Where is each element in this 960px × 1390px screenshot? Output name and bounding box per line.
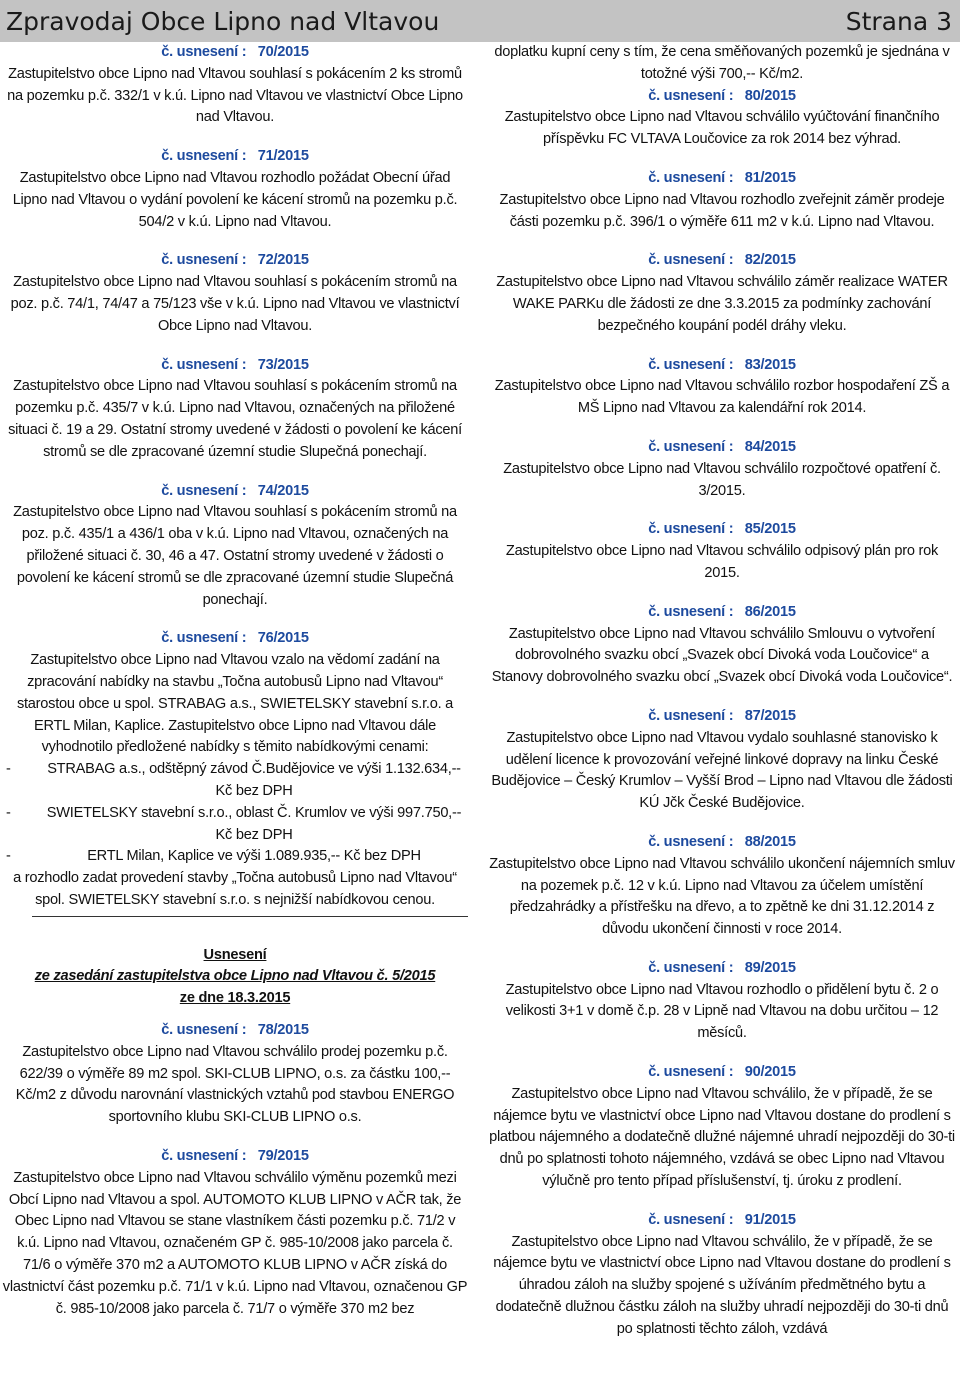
resolution-title: č. usnesení : 80/2015 xyxy=(648,87,796,104)
right-column xyxy=(488,42,956,1390)
resolution-title: č. usnesení : 72/2015 xyxy=(161,252,309,269)
resolution-title: č. usnesení : 73/2015 xyxy=(161,356,309,373)
resolution-conclusion: a rozhodlo zadat provedení stavby „Točna autobusů Lipno nad Vltavou“ spol. SWIETELSKY stavební s.r.o. s nejnižší nabídkovou cenou. xyxy=(13,870,457,908)
resolution-text: Zastupitelstvo obce Lipno nad Vltavou schválilo rozbor hospodaření ZŠ a MŠ Lipno nad Vltavou za kalendářní rok 2014. xyxy=(494,378,950,417)
bid-dash: - xyxy=(6,804,11,821)
resolution-text: Zastupitelstvo obce Lipno nad Vltavou souhlasí s pokácením stromů na poz. p.č. 74/1, 74/47 a 75/123 vše v k.ú. Lipno nad Vltavou ve vlastnictví Obce Lipno nad Vltavou. xyxy=(10,274,460,334)
meeting-heading-subtitle: ze zasedání zastupitelstva obce Lipno nad Vltavou č. 5/2015 xyxy=(34,968,436,985)
resolution-title: č. usnesení : 82/2015 xyxy=(648,252,796,269)
resolution-84 xyxy=(488,437,956,502)
bid-text: ERTL Milan, Kaplice ve výši 1.089.935,-- Kč bez DPH xyxy=(87,848,421,865)
resolution-title: č. usnesení : 88/2015 xyxy=(648,833,796,850)
resolution-82 xyxy=(488,250,956,337)
resolution-87 xyxy=(488,706,956,815)
resolution-title: č. usnesení : 85/2015 xyxy=(648,521,796,538)
resolution-title: č. usnesení : 91/2015 xyxy=(648,1211,796,1228)
resolution-title: č. usnesení : 86/2015 xyxy=(648,603,796,620)
resolution-text: Zastupitelstvo obce Lipno nad Vltavou rozhodlo zveřejnit záměr prodeje části pozemku p.č. 396/1 o výměře 611 m2 v k.ú. Lipno nad Vltavou. xyxy=(499,191,945,230)
resolution-80 xyxy=(488,86,956,151)
resolution-title: č. usnesení : 78/2015 xyxy=(161,1022,309,1039)
newsletter-title: Zpravodaj Obce Lipno nad Vltavou xyxy=(6,6,440,36)
resolution-81 xyxy=(488,168,956,233)
bid-dash: - xyxy=(6,848,11,865)
resolution-text: Zastupitelstvo obce Lipno nad Vltavou schválilo vyúčtování finančního příspěvku FC VLTAVA Loučovice za rok 2014 bez výhrad. xyxy=(504,109,940,148)
resolution-title: č. usnesení : 90/2015 xyxy=(648,1064,796,1081)
bid-text: STRABAG a.s., odštěpný závod Č.Budějovice ve výši 1.132.634,-- Kč bez DPH xyxy=(47,761,461,799)
resolution-76 xyxy=(2,628,468,911)
resolution-title: č. usnesení : 70/2015 xyxy=(161,44,309,60)
bid-item xyxy=(2,803,468,847)
newsletter-header xyxy=(0,0,960,42)
page-number: Strana 3 xyxy=(845,6,952,36)
resolution-91 xyxy=(488,1210,956,1341)
resolution-text: Zastupitelstvo obce Lipno nad Vltavou schválilo ukončení nájemních smluv na pozemek p.č. 12 v k.ú. Lipno nad Vltavou za účelem umístění předzahrádky a přístřešku na dřevo, a to zpětně ke dni 31.12.2014 z důvodu ukončení činnosti v roce 2014. xyxy=(489,855,955,938)
resolution-text: Zastupitelstvo obce Lipno nad Vltavou souhlasí s pokácením stromů na poz. p.č. 435/1 a 436/1 oba v k.ú. Lipno nad Vltavou, označených na přiložené situaci č. 30, 46 a 47. Ostatní stromy uvedené v žádosti o povolení ke kácení stromů se dle zpracované územní studie Slupečná ponechají. xyxy=(13,504,457,608)
meeting-heading xyxy=(2,945,468,1010)
resolution-text: Zastupitelstvo obce Lipno nad Vltavou rozhodlo požádat Obecní úřad Lipno nad Vltavou o vydání povolení ke kácení stromů na pozemku p.č. 504/2 v k.ú. Lipno nad Vltavou. xyxy=(12,169,458,230)
resolution-title: č. usnesení : 76/2015 xyxy=(161,630,309,647)
resolution-text: Zastupitelstvo obce Lipno nad Vltavou schválilo prodej pozemku p.č. 622/39 o výměře 89 m2 spol. SKI-CLUB LIPNO, o.s. za částku 100,-- Kč/m2 z důvodu narovnání vlastnických vztahů pod stavbou ENERGO sportovního klubu SKI-CLUB LIPNO o.s. xyxy=(15,1043,455,1126)
resolution-title: č. usnesení : 89/2015 xyxy=(648,959,796,976)
resolution-title: č. usnesení : 84/2015 xyxy=(648,438,796,455)
resolution-78 xyxy=(2,1020,468,1129)
resolution-text: Zastupitelstvo obce Lipno nad Vltavou schválilo Smlouvu o vytvoření dobrovolného svazku obcí „Svazek obcí Divoká voda Loučovice“ a Stanovy dobrovolného svazku obcí „Svazek obcí Divoká voda Loučovice“. xyxy=(491,625,953,686)
resolution-text: Zastupitelstvo obce Lipno nad Vltavou vydalo souhlasné stanovisko k udělení licence k provozování veřejné linkové dopravy na linku České Budějovice – Český Krumlov – Vyšší Brod – Lipno nad Vltavou dle žádosti KÚ Jčk České Budějovice. xyxy=(491,729,953,812)
resolution-title: č. usnesení : 81/2015 xyxy=(648,169,796,186)
bid-dash: - xyxy=(6,761,11,778)
meeting-heading-date: ze dne 18.3.2015 xyxy=(179,990,291,1007)
resolution-72 xyxy=(2,250,468,337)
resolution-title: č. usnesení : 71/2015 xyxy=(161,148,309,165)
resolution-text: Zastupitelstvo obce Lipno nad Vltavou schválilo záměr realizace WATER WAKE PARKu dle žádosti ze dne 3.3.2015 za podmínky zachování bezpečného koupání podél dráhy vleku. xyxy=(496,274,948,334)
resolution-text: Zastupitelstvo obce Lipno nad Vltavou vzalo na vědomí zadání na zpracování nabídky na stavbu „Točna autobusů Lipno nad Vltavou“ starostou obce u spol. STRABAG a.s., SWIETELSKY stavební s.r.o. a ERTL Milan, Kaplice. Zastupitelstvo obce Lipno nad Vltavou dále vyhodnotilo předložené nabídky s těmito nabídkovými cenami: xyxy=(16,652,454,756)
resolution-73 xyxy=(2,355,468,464)
bid-item xyxy=(2,759,468,803)
resolution-88 xyxy=(488,832,956,941)
bid-text: SWIETELSKY stavební s.r.o., oblast Č. Krumlov ve výši 997.750,-- Kč bez DPH xyxy=(46,804,462,843)
resolution-title: č. usnesení : 87/2015 xyxy=(648,707,796,724)
resolution-86 xyxy=(488,602,956,689)
section-divider xyxy=(32,916,468,917)
meeting-heading-title: Usnesení xyxy=(203,946,267,963)
resolution-text: Zastupitelstvo obce Lipno nad Vltavou schválilo výměnu pozemků mezi Obcí Lipno nad Vltavou a spol. AUTOMOTO KLUB LIPNO v AČR tak, že Obec Lipno nad Vltavou se stane vlastníkem části pozemku p.č. 71/2 v k.ú. Lipno nad Vltavou, označeném GP č. 985-10/2008 jako parcela č. 71/6 o výměře 370 m2 a AUTOMOTO KLUB LIPNO v AČR získá do vlastnictví část pozemku p.č. 71/1 v k.ú. Lipno nad Vltavou, označenou GP č. 985-10/2008 jako parcela č. 71/7 o výměře 370 m2 bez xyxy=(2,1169,468,1317)
resolution-title: č. usnesení : 74/2015 xyxy=(161,482,309,499)
bid-item xyxy=(2,846,468,868)
resolution-title: č. usnesení : 79/2015 xyxy=(161,1148,309,1165)
resolution-text: Zastupitelstvo obce Lipno nad Vltavou souhlasí s pokácením 2 ks stromů na pozemku p.č. 332/1 v k.ú. Lipno nad Vltavou ve vlastnictví Obce Lipno nad Vltavou. xyxy=(7,65,463,126)
left-column xyxy=(2,42,468,1390)
resolution-text: Zastupitelstvo obce Lipno nad Vltavou schválilo rozpočtové opatření č. 3/2015. xyxy=(503,460,941,499)
resolution-85 xyxy=(488,519,956,584)
resolution-79 xyxy=(2,1146,468,1320)
resolution-text: Zastupitelstvo obce Lipno nad Vltavou rozhodlo o přidělení bytu č. 2 o velikosti 3+1 v domě č.p. 28 v Lipně nad Vltavou na dobu určitou – 12 měsíců. xyxy=(505,981,939,1042)
resolution-title: č. usnesení : 83/2015 xyxy=(648,356,796,373)
resolution-text: Zastupitelstvo obce Lipno nad Vltavou schválilo odpisový plán pro rok 2015. xyxy=(505,543,939,581)
resolution-71 xyxy=(2,146,468,233)
resolution-83 xyxy=(488,355,956,420)
resolution-text: Zastupitelstvo obce Lipno nad Vltavou schválilo, že v případě, že se nájemce bytu ve vlastnictví obce Lipno nad Vltavou dostane do prodlení s platbou nájemného a dodatečně dlužné nájemné uhradí nejpozději do 30-ti dnů po splatnosti tohoto nájemného, vzdává se obec Lipno nad Vltavou výlučně pro tento případ příslušenství, tj. úroku z prodlení. xyxy=(489,1085,955,1190)
resolution-70 xyxy=(2,42,468,129)
continued-text: doplatku kupní ceny s tím, že cena směňovaných pozemků je sjednána v totožné výši 700,-- Kč/m2. xyxy=(494,44,950,82)
resolution-90 xyxy=(488,1062,956,1193)
resolution-text: Zastupitelstvo obce Lipno nad Vltavou schválilo, že v případě, že se nájemce bytu ve vlastnictví obce Lipno nad Vltavou dostane do prodlení s úhradou záloh na služby spojené s užíváním předmětného bytu a dodatečně dlužnou částku záloh na služby uhradí nejpozději do 30-ti dnů po splatnosti těchto záloh, vzdává xyxy=(493,1233,951,1337)
resolution-89 xyxy=(488,958,956,1045)
resolution-74 xyxy=(2,481,468,612)
resolution-text: Zastupitelstvo obce Lipno nad Vltavou souhlasí s pokácením stromů na pozemku p.č. 435/7 v k.ú. Lipno nad Vltavou, označených na přiložené situaci č. 19 a 29. Ostatní stromy uvedené v žádosti o povolení ke kácení stromů se dle zpracované územní studie Slupečná ponechají. xyxy=(8,378,462,460)
